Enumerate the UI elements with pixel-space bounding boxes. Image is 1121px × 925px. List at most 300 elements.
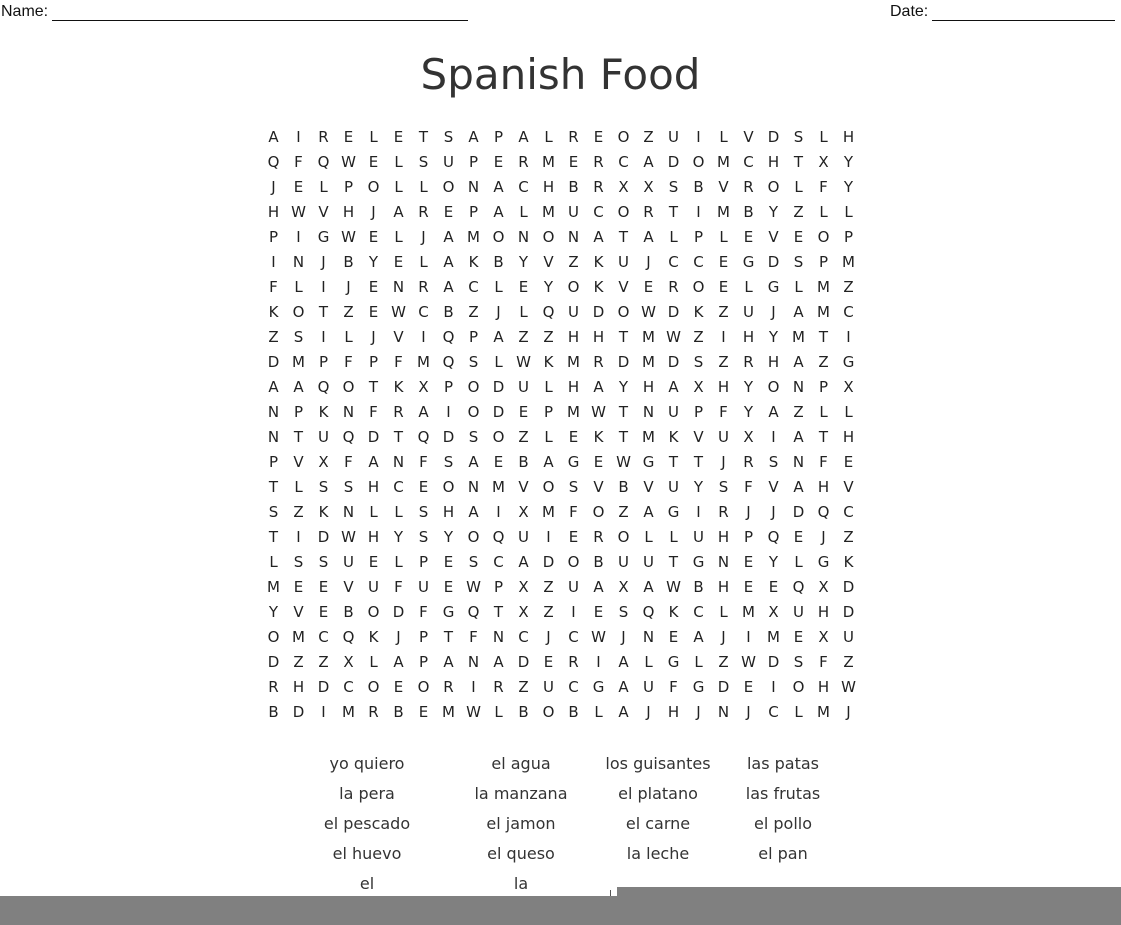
grid-letter[interactable]: E [443, 203, 454, 221]
grid-letter[interactable]: Y [843, 178, 854, 196]
grid-letter[interactable]: D [842, 578, 855, 596]
grid-letter[interactable]: Y [743, 403, 754, 421]
grid-letter[interactable]: N [642, 403, 655, 421]
grid-letter[interactable]: L [819, 203, 828, 221]
grid-letter[interactable]: J [496, 303, 501, 321]
grid-letter[interactable]: X [618, 178, 629, 196]
grid-letter[interactable]: U [643, 678, 654, 696]
grid-letter[interactable]: Q [767, 528, 780, 546]
grid-letter[interactable]: G [567, 453, 580, 471]
grid-letter[interactable]: E [743, 578, 754, 596]
grid-letter[interactable]: R [393, 403, 404, 421]
grid-letter[interactable]: S [693, 353, 704, 371]
grid-letter[interactable]: L [544, 428, 553, 446]
grid-letter[interactable]: O [567, 553, 580, 571]
grid-letter[interactable]: Z [618, 503, 629, 521]
grid-letter[interactable]: R [518, 153, 529, 171]
grid-letter[interactable]: N [267, 403, 280, 421]
grid-letter[interactable]: K [668, 603, 679, 621]
grid-letter[interactable]: M [817, 703, 830, 721]
grid-letter[interactable]: A [368, 453, 379, 471]
grid-letter[interactable]: H [717, 578, 730, 596]
grid-letter[interactable]: O [567, 278, 580, 296]
grid-letter[interactable]: C [568, 678, 579, 696]
grid-letter[interactable]: B [343, 253, 354, 271]
grid-letter[interactable]: E [593, 128, 604, 146]
grid-letter[interactable]: Z [318, 653, 329, 671]
grid-letter[interactable]: V [393, 328, 404, 346]
grid-letter[interactable]: I [771, 678, 776, 696]
grid-letter[interactable]: Y [843, 153, 854, 171]
grid-letter[interactable]: L [719, 228, 728, 246]
grid-letter[interactable]: A [618, 703, 629, 721]
grid-letter[interactable]: O [692, 278, 705, 296]
grid-letter[interactable]: Z [293, 653, 304, 671]
grid-letter[interactable]: A [293, 378, 304, 396]
grid-letter[interactable]: S [468, 553, 479, 571]
grid-letter[interactable]: S [318, 553, 329, 571]
grid-letter[interactable]: Z [268, 328, 279, 346]
grid-letter[interactable]: E [443, 578, 454, 596]
grid-letter[interactable]: I [546, 528, 551, 546]
grid-letter[interactable]: L [294, 278, 303, 296]
grid-letter[interactable]: A [468, 128, 479, 146]
grid-letter[interactable]: H [642, 378, 655, 396]
grid-letter[interactable]: O [467, 403, 480, 421]
grid-letter[interactable]: L [744, 278, 753, 296]
grid-letter[interactable]: N [492, 628, 505, 646]
grid-letter[interactable]: E [518, 278, 529, 296]
grid-letter[interactable]: A [518, 553, 529, 571]
grid-letter[interactable]: O [267, 628, 280, 646]
grid-letter[interactable]: V [343, 578, 354, 596]
grid-letter[interactable]: S [418, 503, 429, 521]
grid-letter[interactable]: D [667, 353, 680, 371]
grid-letter[interactable]: Y [368, 253, 379, 271]
grid-letter[interactable]: E [793, 528, 804, 546]
grid-letter[interactable]: P [843, 228, 854, 246]
grid-letter[interactable]: A [493, 328, 504, 346]
grid-letter[interactable]: L [269, 553, 278, 571]
grid-letter[interactable]: L [669, 528, 678, 546]
grid-letter[interactable]: L [494, 703, 503, 721]
grid-letter[interactable]: E [568, 428, 579, 446]
grid-letter[interactable]: I [421, 328, 426, 346]
grid-letter[interactable]: Z [793, 403, 804, 421]
grid-letter[interactable]: I [846, 328, 851, 346]
grid-letter[interactable]: N [342, 403, 355, 421]
grid-letter[interactable]: L [719, 128, 728, 146]
grid-letter[interactable]: A [493, 178, 504, 196]
grid-letter[interactable]: D [367, 428, 380, 446]
grid-letter[interactable]: S [468, 353, 479, 371]
grid-letter[interactable]: M [642, 353, 655, 371]
grid-letter[interactable]: C [668, 253, 679, 271]
grid-letter[interactable]: D [392, 603, 405, 621]
grid-letter[interactable]: X [743, 428, 754, 446]
grid-letter[interactable]: Q [267, 153, 280, 171]
grid-letter[interactable]: M [642, 428, 655, 446]
grid-letter[interactable]: P [818, 253, 829, 271]
grid-letter[interactable]: I [271, 253, 276, 271]
grid-letter[interactable]: C [693, 253, 704, 271]
grid-letter[interactable]: P [443, 378, 454, 396]
grid-letter[interactable]: S [418, 528, 429, 546]
grid-letter[interactable]: C [343, 678, 354, 696]
grid-letter[interactable]: H [817, 478, 830, 496]
grid-letter[interactable]: W [391, 303, 406, 321]
grid-letter[interactable]: H [367, 478, 380, 496]
grid-letter[interactable]: M [267, 578, 280, 596]
grid-letter[interactable]: B [743, 203, 754, 221]
grid-letter[interactable]: E [743, 228, 754, 246]
grid-letter[interactable]: Z [818, 353, 829, 371]
grid-letter[interactable]: F [294, 153, 303, 171]
grid-letter[interactable]: X [643, 178, 654, 196]
grid-letter[interactable]: W [466, 578, 481, 596]
grid-letter[interactable]: A [793, 478, 804, 496]
grid-letter[interactable]: W [741, 653, 756, 671]
grid-letter[interactable]: C [468, 278, 479, 296]
grid-letter[interactable]: M [292, 628, 305, 646]
grid-letter[interactable]: D [792, 503, 805, 521]
grid-letter[interactable]: I [496, 503, 501, 521]
name-line[interactable] [52, 6, 468, 21]
grid-letter[interactable]: N [642, 628, 655, 646]
grid-letter[interactable]: I [696, 203, 701, 221]
grid-letter[interactable]: X [693, 378, 704, 396]
grid-letter[interactable]: Y [268, 603, 279, 621]
grid-letter[interactable]: R [743, 178, 754, 196]
grid-letter[interactable]: Z [468, 303, 479, 321]
grid-letter[interactable]: M [717, 203, 730, 221]
grid-letter[interactable]: K [668, 428, 679, 446]
grid-letter[interactable]: U [618, 253, 629, 271]
grid-letter[interactable]: P [268, 453, 279, 471]
grid-letter[interactable]: W [666, 328, 681, 346]
grid-letter[interactable]: H [842, 428, 855, 446]
grid-letter[interactable]: B [268, 703, 279, 721]
grid-letter[interactable]: Z [643, 128, 654, 146]
grid-letter[interactable]: L [644, 653, 653, 671]
grid-letter[interactable]: G [692, 553, 705, 571]
grid-letter[interactable]: A [443, 278, 454, 296]
grid-letter[interactable]: M [567, 353, 580, 371]
grid-letter[interactable]: Z [718, 303, 729, 321]
grid-letter[interactable]: M [792, 328, 805, 346]
grid-letter[interactable]: W [341, 528, 356, 546]
grid-letter[interactable]: W [666, 578, 681, 596]
grid-letter[interactable]: Z [543, 328, 554, 346]
grid-letter[interactable]: V [768, 478, 779, 496]
grid-letter[interactable]: O [592, 503, 605, 521]
grid-letter[interactable]: O [292, 303, 305, 321]
grid-letter[interactable]: O [542, 228, 555, 246]
grid-letter[interactable]: S [718, 478, 729, 496]
grid-letter[interactable]: M [342, 703, 355, 721]
grid-letter[interactable]: T [693, 453, 704, 471]
grid-letter[interactable]: H [817, 678, 830, 696]
grid-letter[interactable]: L [294, 478, 303, 496]
grid-letter[interactable]: I [571, 603, 576, 621]
grid-letter[interactable]: W [341, 153, 356, 171]
grid-letter[interactable]: R [568, 653, 579, 671]
grid-letter[interactable]: O [692, 153, 705, 171]
grid-letter[interactable]: N [267, 428, 280, 446]
grid-letter[interactable]: S [468, 428, 479, 446]
grid-letter[interactable]: E [543, 653, 554, 671]
grid-letter[interactable]: N [467, 478, 480, 496]
grid-letter[interactable]: O [467, 378, 480, 396]
grid-letter[interactable]: A [268, 128, 279, 146]
grid-letter[interactable]: O [617, 303, 630, 321]
grid-letter[interactable]: P [543, 403, 554, 421]
grid-letter[interactable]: M [542, 503, 555, 521]
grid-letter[interactable]: E [293, 578, 304, 596]
grid-letter[interactable]: T [668, 453, 679, 471]
grid-letter[interactable]: T [293, 428, 304, 446]
grid-letter[interactable]: H [842, 128, 855, 146]
grid-letter[interactable]: E [768, 578, 779, 596]
grid-letter[interactable]: Z [718, 653, 729, 671]
grid-letter[interactable]: A [693, 628, 704, 646]
grid-letter[interactable]: D [317, 528, 330, 546]
grid-letter[interactable]: C [843, 503, 854, 521]
grid-letter[interactable]: P [268, 228, 279, 246]
grid-letter[interactable]: D [517, 653, 530, 671]
grid-letter[interactable]: I [321, 328, 326, 346]
grid-letter[interactable]: J [721, 453, 726, 471]
grid-letter[interactable]: P [468, 153, 479, 171]
grid-letter[interactable]: P [418, 553, 429, 571]
grid-letter[interactable]: G [767, 278, 780, 296]
grid-letter[interactable]: F [569, 503, 578, 521]
grid-letter[interactable]: D [267, 653, 280, 671]
grid-letter[interactable]: S [618, 603, 629, 621]
grid-letter[interactable]: N [717, 703, 730, 721]
grid-letter[interactable]: I [296, 128, 301, 146]
grid-letter[interactable]: Z [843, 278, 854, 296]
grid-letter[interactable]: G [592, 678, 605, 696]
grid-letter[interactable]: O [442, 178, 455, 196]
grid-letter[interactable]: X [843, 378, 854, 396]
grid-letter[interactable]: Q [442, 353, 455, 371]
grid-letter[interactable]: H [442, 503, 455, 521]
grid-letter[interactable]: R [443, 678, 454, 696]
grid-letter[interactable]: T [793, 153, 804, 171]
grid-letter[interactable]: R [568, 128, 579, 146]
grid-letter[interactable]: L [344, 328, 353, 346]
grid-letter[interactable]: M [717, 153, 730, 171]
grid-letter[interactable]: M [467, 228, 480, 246]
grid-letter[interactable]: V [518, 478, 529, 496]
grid-letter[interactable]: R [268, 678, 279, 696]
grid-letter[interactable]: V [718, 178, 729, 196]
grid-letter[interactable]: T [818, 328, 829, 346]
grid-letter[interactable]: E [493, 453, 504, 471]
grid-letter[interactable]: U [368, 578, 379, 596]
grid-letter[interactable]: M [542, 153, 555, 171]
grid-letter[interactable]: R [418, 203, 429, 221]
grid-letter[interactable]: K [368, 628, 379, 646]
grid-letter[interactable]: U [718, 428, 729, 446]
grid-letter[interactable]: T [818, 428, 829, 446]
grid-letter[interactable]: E [368, 303, 379, 321]
grid-letter[interactable]: F [419, 603, 428, 621]
grid-letter[interactable]: V [693, 428, 704, 446]
grid-letter[interactable]: Z [793, 203, 804, 221]
grid-letter[interactable]: T [618, 328, 629, 346]
grid-letter[interactable]: Q [492, 528, 505, 546]
grid-letter[interactable]: J [746, 703, 751, 721]
grid-letter[interactable]: Q [792, 578, 805, 596]
grid-letter[interactable]: A [643, 503, 654, 521]
grid-letter[interactable]: S [318, 478, 329, 496]
grid-letter[interactable]: F [394, 353, 403, 371]
grid-letter[interactable]: E [718, 278, 729, 296]
grid-letter[interactable]: B [518, 453, 529, 471]
grid-letter[interactable]: A [643, 578, 654, 596]
grid-letter[interactable]: Q [342, 628, 355, 646]
grid-letter[interactable]: L [494, 353, 503, 371]
grid-letter[interactable]: J [371, 203, 376, 221]
grid-letter[interactable]: L [369, 503, 378, 521]
grid-letter[interactable]: J [771, 303, 776, 321]
grid-letter[interactable]: A [668, 378, 679, 396]
grid-letter[interactable]: E [418, 703, 429, 721]
grid-letter[interactable]: D [767, 653, 780, 671]
grid-letter[interactable]: P [493, 578, 504, 596]
grid-letter[interactable]: K [543, 353, 554, 371]
grid-letter[interactable]: S [293, 553, 304, 571]
grid-letter[interactable]: F [344, 453, 353, 471]
grid-letter[interactable]: T [668, 203, 679, 221]
grid-letter[interactable]: A [418, 403, 429, 421]
grid-letter[interactable]: S [793, 253, 804, 271]
grid-letter[interactable]: P [418, 653, 429, 671]
grid-letter[interactable]: C [593, 203, 604, 221]
grid-letter[interactable]: O [367, 178, 380, 196]
grid-letter[interactable]: R [493, 678, 504, 696]
grid-letter[interactable]: U [518, 528, 529, 546]
grid-letter[interactable]: U [568, 578, 579, 596]
grid-letter[interactable]: V [768, 228, 779, 246]
grid-letter[interactable]: R [318, 128, 329, 146]
grid-letter[interactable]: W [641, 303, 656, 321]
grid-letter[interactable]: V [843, 478, 854, 496]
grid-letter[interactable]: B [693, 178, 704, 196]
grid-letter[interactable]: P [493, 128, 504, 146]
grid-letter[interactable]: P [693, 403, 704, 421]
grid-letter[interactable]: A [518, 128, 529, 146]
grid-letter[interactable]: L [819, 403, 828, 421]
grid-letter[interactable]: Q [467, 603, 480, 621]
grid-letter[interactable]: D [542, 553, 555, 571]
grid-letter[interactable]: J [696, 703, 701, 721]
grid-letter[interactable]: F [394, 578, 403, 596]
grid-letter[interactable]: W [841, 678, 856, 696]
grid-letter[interactable]: S [268, 503, 279, 521]
grid-letter[interactable]: W [616, 453, 631, 471]
grid-letter[interactable]: G [692, 678, 705, 696]
grid-letter[interactable]: H [667, 703, 680, 721]
grid-letter[interactable]: C [518, 628, 529, 646]
grid-letter[interactable]: L [419, 178, 428, 196]
grid-letter[interactable]: G [842, 353, 855, 371]
grid-letter[interactable]: J [721, 628, 726, 646]
grid-letter[interactable]: Z [543, 578, 554, 596]
grid-letter[interactable]: D [442, 428, 455, 446]
grid-letter[interactable]: K [693, 303, 704, 321]
grid-letter[interactable]: K [843, 553, 854, 571]
grid-letter[interactable]: G [817, 553, 830, 571]
grid-letter[interactable]: E [793, 228, 804, 246]
grid-letter[interactable]: E [593, 603, 604, 621]
grid-letter[interactable]: H [342, 203, 355, 221]
grid-letter[interactable]: M [742, 603, 755, 621]
grid-letter[interactable]: C [843, 303, 854, 321]
grid-letter[interactable]: A [443, 228, 454, 246]
grid-letter[interactable]: J [396, 628, 401, 646]
grid-letter[interactable]: E [593, 453, 604, 471]
grid-letter[interactable]: I [746, 628, 751, 646]
grid-letter[interactable]: A [643, 228, 654, 246]
grid-letter[interactable]: D [667, 153, 680, 171]
grid-letter[interactable]: J [371, 328, 376, 346]
grid-letter[interactable]: Z [693, 328, 704, 346]
grid-letter[interactable]: O [767, 178, 780, 196]
grid-letter[interactable]: E [718, 253, 729, 271]
grid-letter[interactable]: M [567, 403, 580, 421]
grid-letter[interactable]: O [367, 603, 380, 621]
grid-letter[interactable]: J [346, 278, 351, 296]
grid-letter[interactable]: U [418, 578, 429, 596]
grid-letter[interactable]: E [368, 278, 379, 296]
date-line[interactable] [932, 6, 1115, 21]
grid-letter[interactable]: Z [518, 328, 529, 346]
grid-letter[interactable]: X [343, 653, 354, 671]
grid-letter[interactable]: R [718, 503, 729, 521]
grid-letter[interactable]: V [318, 203, 329, 221]
grid-letter[interactable]: U [568, 203, 579, 221]
grid-letter[interactable]: H [292, 678, 305, 696]
grid-letter[interactable]: L [394, 503, 403, 521]
grid-letter[interactable]: L [794, 278, 803, 296]
grid-letter[interactable]: Y [768, 553, 779, 571]
grid-letter[interactable]: E [293, 178, 304, 196]
grid-letter[interactable]: X [418, 378, 429, 396]
grid-letter[interactable]: R [418, 278, 429, 296]
grid-letter[interactable]: E [368, 153, 379, 171]
grid-letter[interactable]: Q [317, 153, 330, 171]
grid-letter[interactable]: J [846, 703, 851, 721]
grid-letter[interactable]: L [544, 378, 553, 396]
grid-letter[interactable]: H [717, 528, 730, 546]
grid-letter[interactable]: U [568, 303, 579, 321]
grid-letter[interactable]: P [293, 403, 304, 421]
grid-letter[interactable]: H [367, 528, 380, 546]
grid-letter[interactable]: O [542, 703, 555, 721]
grid-letter[interactable]: S [793, 128, 804, 146]
grid-letter[interactable]: O [767, 378, 780, 396]
grid-letter[interactable]: M [767, 628, 780, 646]
grid-letter[interactable]: T [443, 628, 454, 646]
grid-letter[interactable]: K [468, 253, 479, 271]
grid-letter[interactable]: E [743, 678, 754, 696]
grid-letter[interactable]: I [321, 278, 326, 296]
grid-letter[interactable]: C [618, 153, 629, 171]
grid-letter[interactable]: W [466, 703, 481, 721]
